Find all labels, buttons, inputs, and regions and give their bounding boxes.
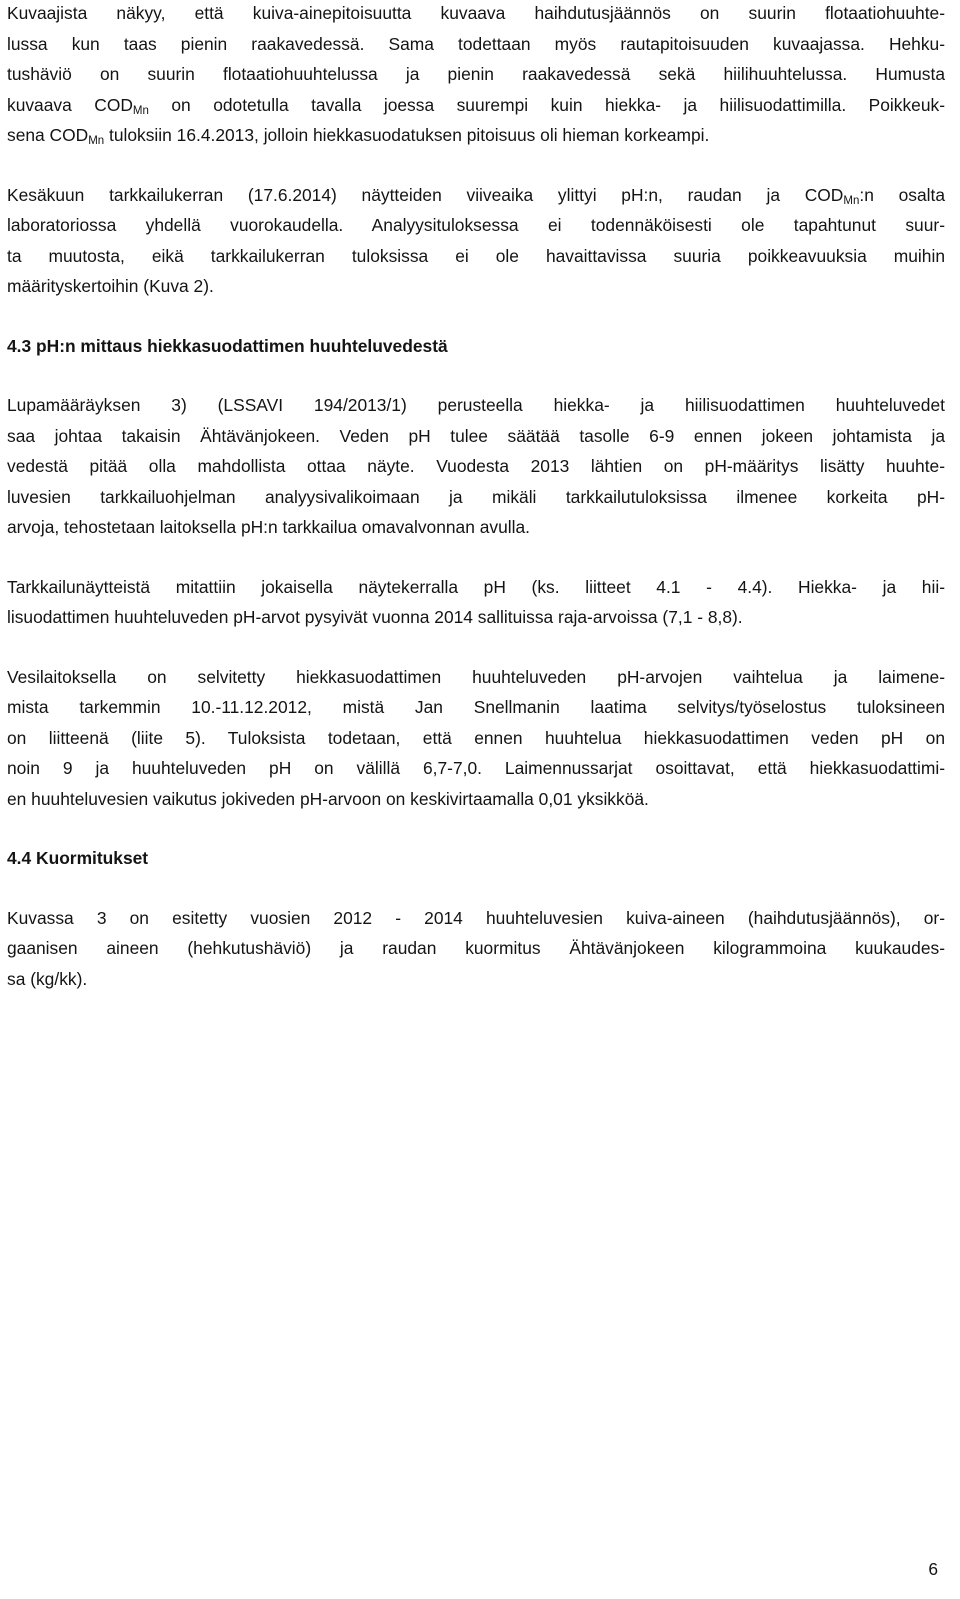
text-line: noin 9 ja huuhteluveden pH on välillä 6,7-7,0. Laimennussarjat osoittavat, että hiekkasuodattimi- [7,758,945,778]
text-line: Vesilaitoksella on selvitetty hiekkasuodattimen huuhteluveden pH-arvojen vaihtelua ja laimene- [7,666,945,687]
text-line: arvoja, tehostetaan laitoksella pH:n tarkkailua omavalvonnan avulla. [7,517,530,537]
paragraph-gap [7,151,945,180]
paragraph-gap [7,302,945,331]
text-line: Kuvassa 3 on esitetty vuosien 2012 - 2014 huuhteluvesien kuiva-aineen (haihdutusjäännös), or- [7,907,945,928]
page-number: 6 [928,1559,938,1579]
paragraph-loads [7,903,945,995]
text-fragment: tuloksiin 16.4.2013, jolloin hiekkasuodatuksen pitoisuus oli hieman korkeampi. [104,125,710,145]
paragraph-results-comparison [7,0,945,151]
text-fragment: :n osalta [859,184,945,205]
paragraph-permit-condition [7,390,945,543]
section-heading-4-4: 4.4 Kuormitukset [7,848,149,868]
subscript: Mn [132,104,149,117]
text-line: lussa kun taas pienin raakavedessä. Sama todettaan myös rautapitoisuuden kuvaajassa. Hehku- [7,33,945,54]
paragraph-ph-investigation [7,662,945,815]
text-line: Kuvaajista näkyy, että kuiva-ainepitoisuutta kuvaava haihdutusjäännös on suurin flotaatiohuuhte- [7,3,945,23]
text-line: on liitteenä (liite 5). Tuloksista todetaan, että ennen huuhtelua hiekkasuodattimen veden pH on [7,727,945,748]
section-heading-4-3: 4.3 pH:n mittaus hiekkasuodattimen huuhteluvedestä [7,335,448,356]
text-line [7,120,945,151]
paragraph-ph-measurements [7,572,945,633]
subscript: Mn [843,194,860,207]
text-line: laboratoriossa yhdellä vuorokaudella. Analyysituloksessa ei todennäköisesti ole tapahtunut suur- [7,215,945,235]
paragraph-gap [7,361,945,390]
paragraph-gap [7,543,945,572]
document-page [7,0,945,994]
text-line: Tarkkailunäytteistä mitattiin jokaisella näytekerralla pH (ks. liitteet 4.1 - 4.4). Hiekka- ja hii- [7,576,945,597]
text-line: gaanisen aineen (hehkutushäviö) ja raudan kuormitus Ähtävänjokeen kilogrammoina kuukaudes- [7,938,945,958]
text-line: mista tarkemmin 10.-11.12.2012, mistä Jan Snellmanin laatima selvitys/työselostus tuloksineen [7,697,945,717]
text-fragment: kuvaava COD [7,94,133,115]
text-line: luvesien tarkkailuohjelman analyysivalikoimaan ja mikäli tarkkailutuloksissa ilmenee korkeita pH- [7,486,945,507]
text-line: tushäviö on suurin flotaatiohuuhtelussa ja pienin raakavedessä sekä hiilihuuhtelussa. Humusta [7,64,945,84]
subscript: Mn [88,135,105,147]
paragraph-gap [7,814,945,843]
text-line: lisuodattimen huuhteluveden pH-arvot pysyivät vuonna 2014 sallituissa raja-arvoissa (7,1 - 8,8). [7,607,743,627]
text-line: ta muutosta, eikä tarkkailukerran tuloksissa ei ole havaittavissa suuria poikkeavuuksia muihin [7,245,945,266]
text-fragment: on odotetulla tavalla joessa suurempi kuin hiekka- ja hiilisuodattimilla. Poikkeuk- [148,94,946,115]
text-line: määrityskertoihin (Kuva 2). [7,276,214,296]
text-line [7,180,945,211]
paragraph-gap [7,633,945,662]
paragraph-june-sampling [7,180,945,302]
text-line: vedestä pitää olla mahdollista ottaa näyte. Vuodesta 2013 lähtien on pH-määritys lisätty huuhte- [7,456,945,476]
text-line [7,90,945,121]
text-line: Lupamääräyksen 3) (LSSAVI 194/2013/1) perusteella hiekka- ja hiilisuodattimen huuhteluvedet [7,395,945,415]
text-fragment: Kesäkuun tarkkailukerran (17.6.2014) näytteiden viiveaika ylittyi pH:n, raudan ja COD [7,184,844,205]
text-line: en huuhteluvesien vaikutus jokiveden pH-arvoon on keskivirtaamalla 0,01 yksikköä. [7,788,649,809]
text-line: sa (kg/kk). [7,968,88,989]
text-fragment: sena COD [7,125,89,145]
text-line: saa johtaa takaisin Ähtävänjokeen. Veden pH tulee säätää tasolle 6-9 ennen jokeen johtamista ja [7,425,945,446]
paragraph-gap [7,874,945,903]
